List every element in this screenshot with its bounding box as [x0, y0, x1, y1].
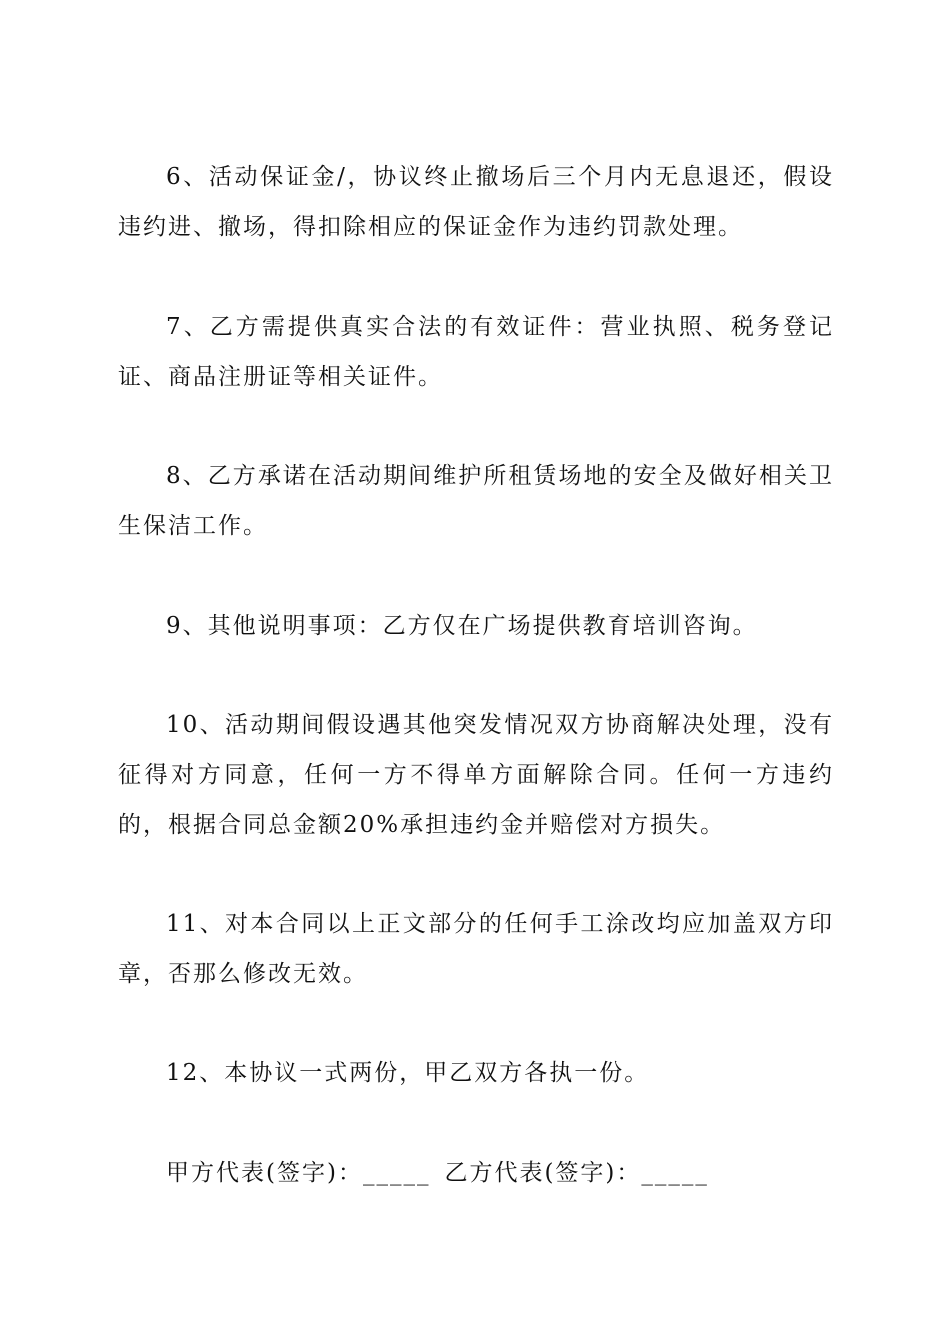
clause-12: 12、本协议一式两份，甲乙双方各执一份。	[166, 1060, 650, 1086]
party-a-signature: 甲方代表(签字)：_____	[166, 1160, 431, 1186]
clause-10: 10、活动期间假设遇其他突发情况双方协商解决处理，没有征得对方同意，任何一方不得单方面解除合同。任何一方违约的，根据合同总金额20%承担违约金并赔偿对方损失。	[118, 712, 834, 838]
clause-7: 7、乙方需提供真实合法的有效证件：营业执照、税务登记证、商品注册证等相关证件。	[118, 314, 834, 390]
clause-11: 11、对本合同以上正文部分的任何手工涂改均应加盖双方印章，否那么修改无效。	[118, 911, 834, 987]
clause-8: 8、乙方承诺在活动期间维护所租赁场地的安全及做好相关卫生保洁工作。	[118, 463, 834, 539]
party-b-signature: 乙方代表(签字)：_____	[444, 1160, 709, 1186]
clause-9: 9、其他说明事项：乙方仅在广场提供教育培训咨询。	[166, 613, 758, 639]
signature-line	[166, 1148, 709, 1198]
clause-6: 6、活动保证金/，协议终止撤场后三个月内无息退还，假设违约进、撤场，得扣除相应的保证金作为违约罚款处理。	[118, 164, 834, 240]
